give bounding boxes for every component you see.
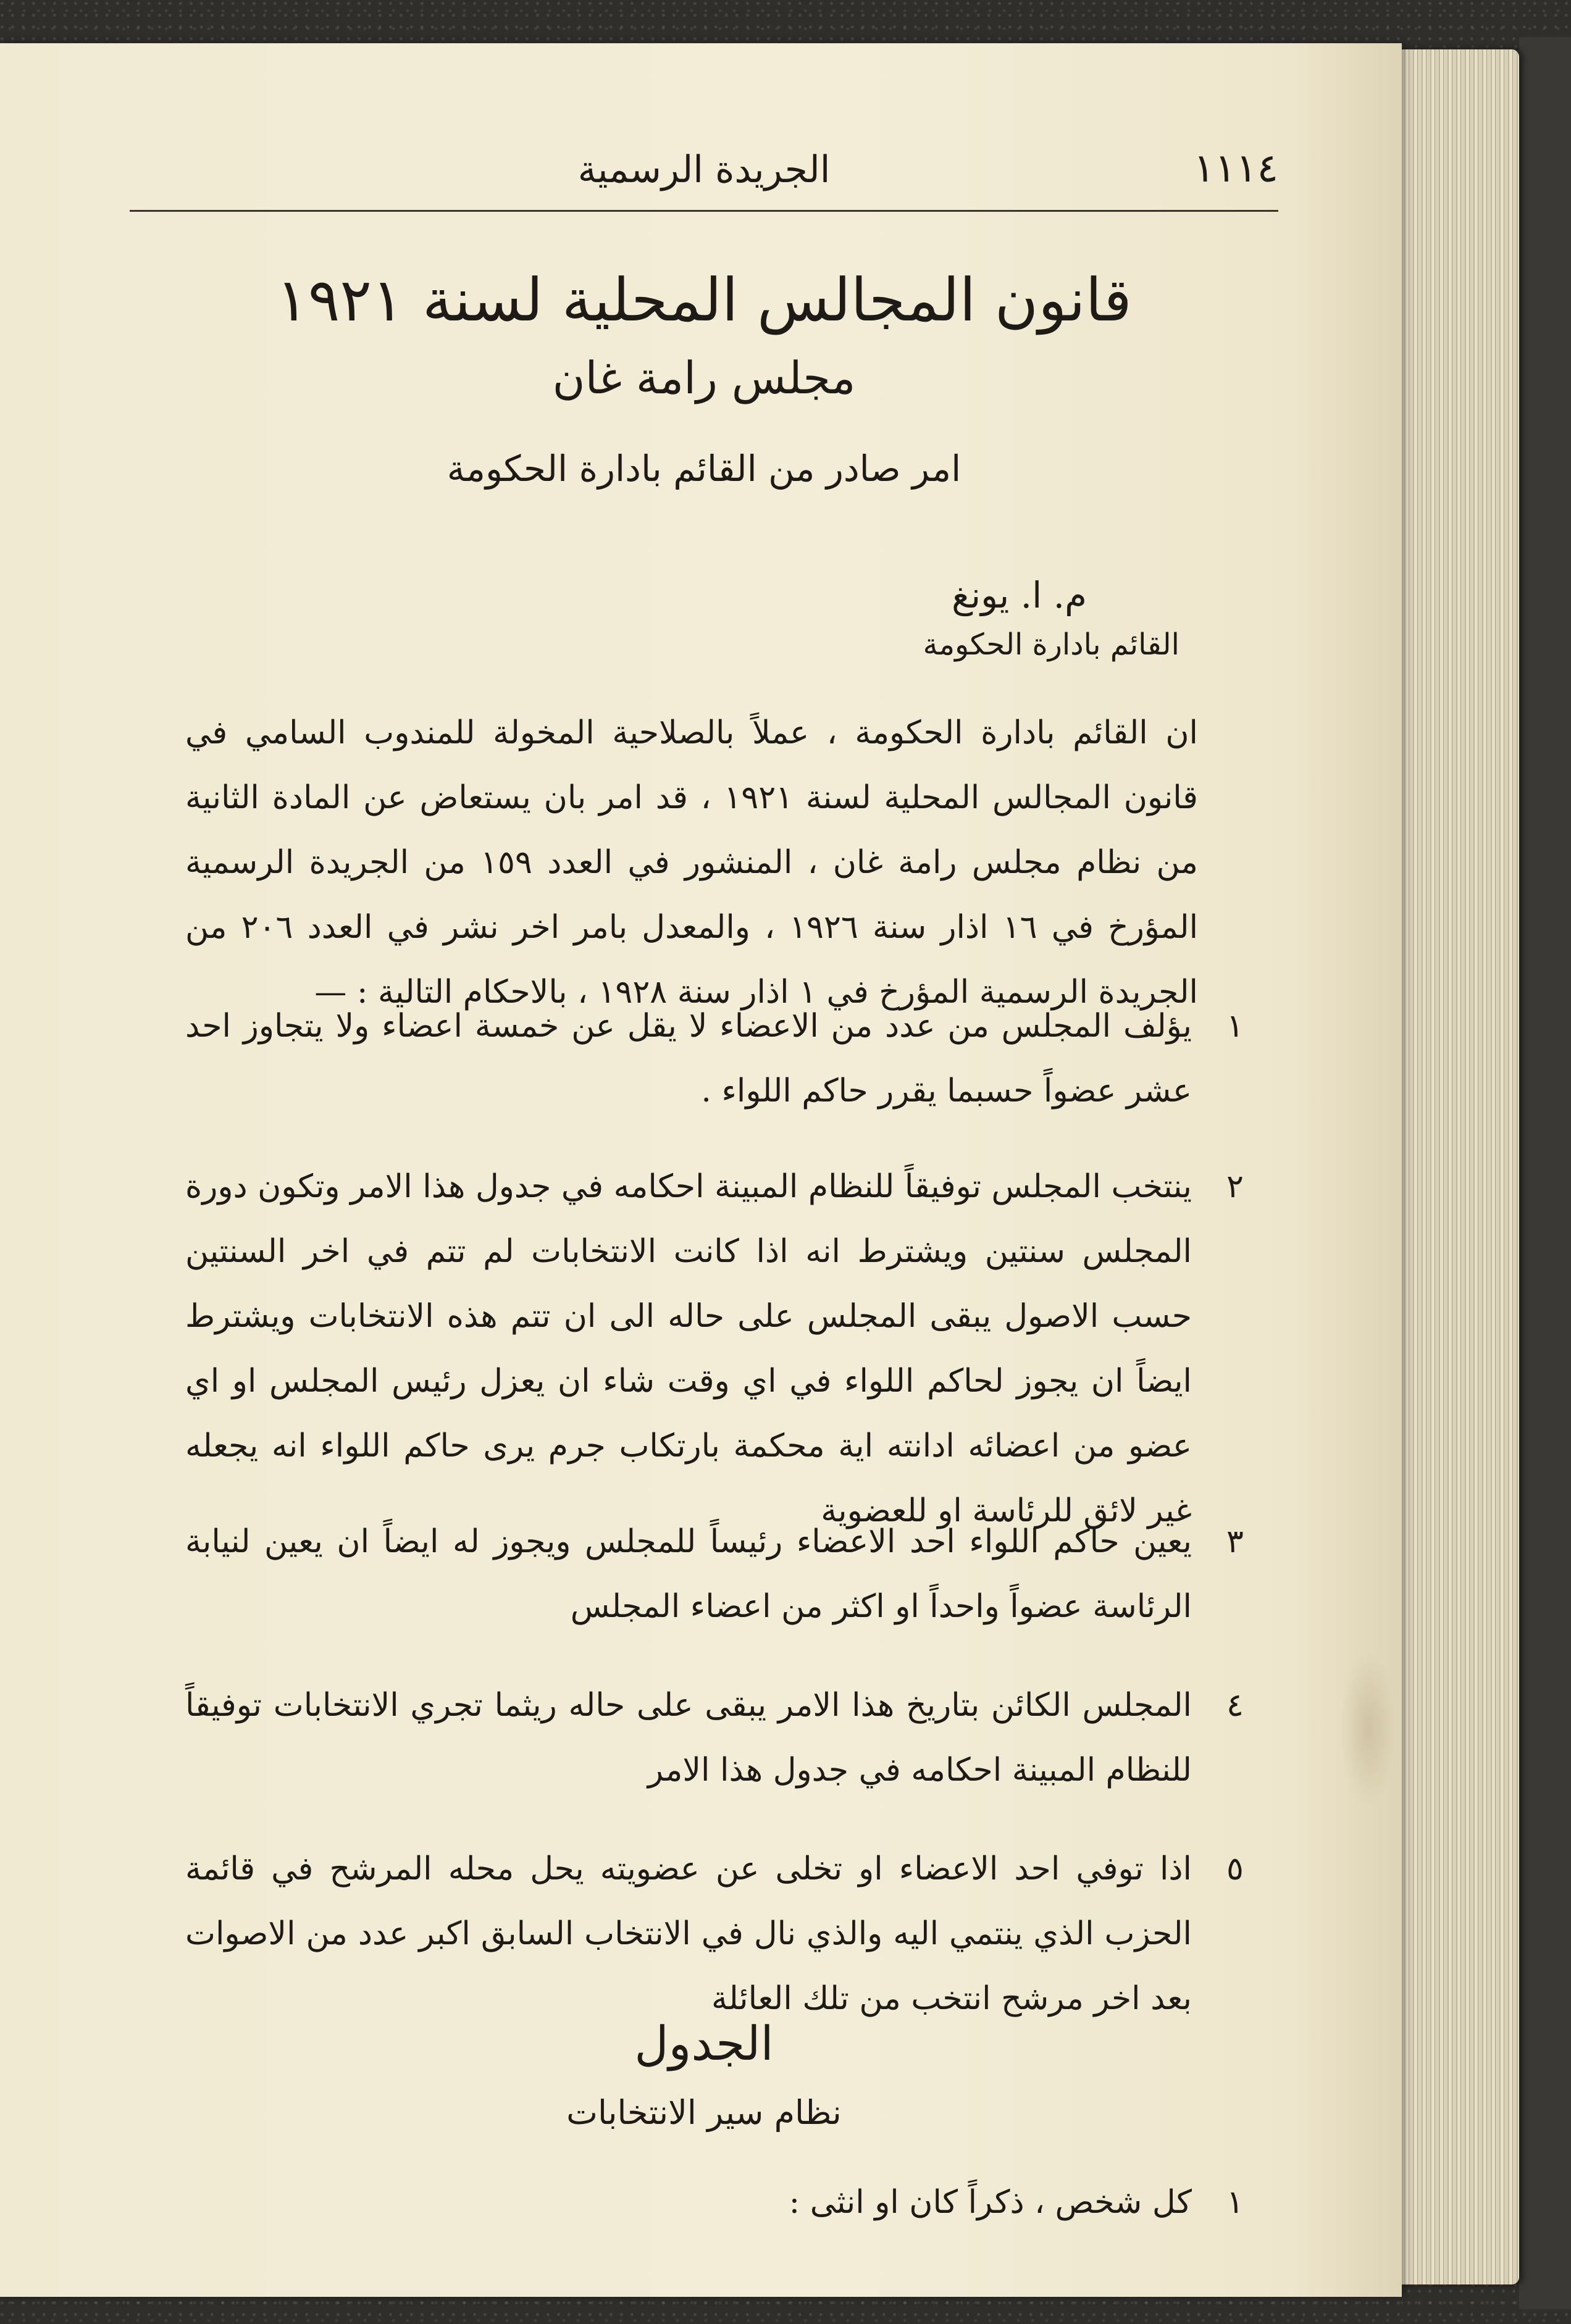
article-item	[185, 1837, 1260, 2031]
article-text: المجلس الكائن بتاريخ هذا الامر يبقى على حاله ريثما تجري الانتخابات توفيقاً للنظام المبينة احكامه في جدول هذا الامر	[185, 1687, 1192, 1789]
book-spine	[1519, 37, 1571, 2309]
article-item	[185, 994, 1260, 1124]
article-number: ٣	[1226, 1523, 1244, 1560]
article-number: ٢	[1226, 1168, 1244, 1205]
page-block-edge	[1383, 49, 1519, 2284]
article-number: ١	[1226, 1008, 1244, 1045]
schedule-item	[185, 2170, 1260, 2235]
article-item	[185, 1673, 1260, 1803]
article-text: ينتخب المجلس توفيقاً للنظام المبينة احكامه في جدول هذا الامر وتكون دورة المجلس سنتين ويشترط انه اذا كانت الانتخابات لم تتم في اخر السنتين حسب الاصول يبقى المجلس على حاله الى ان تتم هذه الانتخابات ويشترط ايضاً ان يجوز لحاكم اللواء في اي وقت شاء ان يعزل رئيس المجلس او اي عضو من اعضائه ادانته اية محكمة بارتكاب جرم يرى حاكم اللواء انه يجعله غير لائق للرئاسة او للعضوية	[185, 1168, 1192, 1529]
page-number: ١١١٤	[1193, 146, 1278, 191]
page-stain	[1340, 1649, 1396, 1809]
schedule-item-text: كل شخص ، ذكراً كان او انثى :	[789, 2184, 1192, 2221]
article-item	[185, 1155, 1260, 1544]
signatory-office: القائم بادارة الحكومة	[923, 627, 1179, 662]
article-text: اذا توفي احد الاعضاء او تخلى عن عضويته يحل محله المرشح في قائمة الحزب الذي ينتمي اليه والذي نال في الانتخاب السابق اكبر عدد من الاصوات بعد اخر مرشح انتخب من تلك العائلة	[185, 1850, 1192, 2017]
article-text: يعين حاكم اللواء احد الاعضاء رئيساً للمجلس ويجوز له ايضاً ان يعين لنيابة الرئاسة عضواً واحداً او اكثر من اعضاء المجلس	[185, 1523, 1192, 1625]
order-heading: امر صادر من القائم بادارة الحكومة	[446, 448, 961, 490]
council-name: مجلس رامة غان	[552, 352, 856, 404]
article-item	[185, 1510, 1260, 1639]
signature-block	[923, 574, 1179, 662]
signatory-name: م. ا. يونغ	[952, 574, 1087, 616]
schedule-item-number: ١	[1226, 2184, 1244, 2221]
schedule-subtitle: نظام سير الانتخابات	[566, 2093, 842, 2132]
intro-paragraph: ان القائم بادارة الحكومة ، عملاً بالصلاحية المخولة للمندوب السامي في قانون المجالس المحلية لسنة ١٩٢١ ، قد امر بان يستعاض عن المادة الثانية من نظام مجلس رامة غان ، المنشور في العدد ١٥٩ من الجريدة الرسمية المؤرخ في ١٦ اذار سنة ١٩٢٦ ، والمعدل بامر اخر نشر في العدد ٢٠٦ من الجريدة الرسمية المؤرخ في ١ اذار سنة ١٩٢٨ ، بالاحكام التالية : —	[185, 714, 1199, 1011]
schedule-title: الجدول	[634, 2016, 774, 2071]
journal-name: الجريدة الرسمية	[577, 148, 831, 191]
article-number: ٤	[1226, 1687, 1244, 1724]
article-text: يؤلف المجلس من عدد من الاعضاء لا يقل عن خمسة اعضاء ولا يتجاوز احد عشر عضواً حسبما يقرر حاكم اللواء .	[185, 1008, 1192, 1110]
page-header	[130, 123, 1278, 212]
law-title: قانون المجالس المحلية لسنة ١٩٢١	[276, 265, 1132, 335]
gazette-page	[0, 43, 1402, 2297]
article-number: ٥	[1226, 1850, 1244, 1887]
